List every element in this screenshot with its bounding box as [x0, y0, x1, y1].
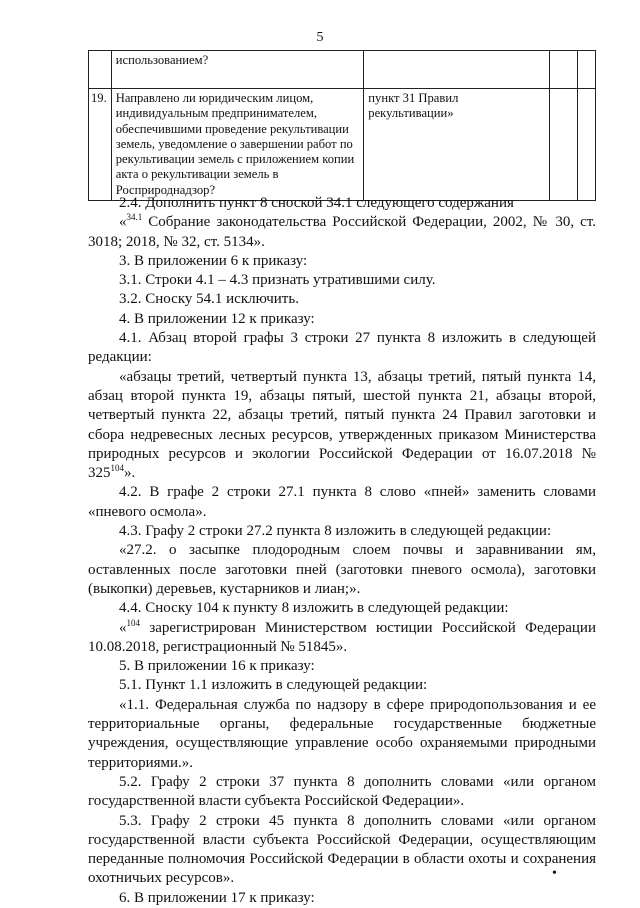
paragraph: 4.3. Графу 2 строки 27.2 пункта 8 изложить в следующей редакции:: [119, 523, 552, 540]
quote-mark: «: [119, 619, 127, 636]
reference-cell: пункт 31 Правил рекультивации»: [364, 89, 549, 201]
empty-cell: [549, 89, 577, 201]
quoted-text: «абзацы третий, четвертый пункта 13, абзацы третий, пятый пункта 14, абзац второй пункта 19, абзацы пятый, шестой пункта 21, абзацы второй, четвертый пункта 22, абзацы третий, пятый пункта 24 Правил заготовки и сбора недревесных лесных ресурсов, утвержденных приказом Министерства природных ресурсов и экологии Российской Федерации от 16.07.2018 № 325: [88, 368, 596, 482]
paragraph: 5.3. Графу 2 строки 45 пункта 8 дополнить словами «или органом государственной власти субъекта Российской Федерации, осуществляющим переданные полномочия Российской Федерации в области охоты и сохранения охотничьих ресурсов».: [88, 812, 596, 887]
paragraph: 4. В приложении 12 к приказу:: [119, 310, 315, 327]
footnote-text: зарегистрирован Министерством юстиции Российской Федерации 10.08.2018, регистрационный № 51845».: [88, 619, 596, 655]
page-number: 5: [316, 30, 324, 45]
paragraph: «27.2. о засыпке плодородным слоем почвы и заравнивании ям, оставленных после заготовки пней (заготовки пневого осмола), заготовки (выкопки) деревьев, кустарников и лиан;».: [88, 542, 596, 597]
footnote-number: 34.1: [126, 212, 143, 223]
question-cell: Направлено ли юридическим лицом, индивидуальным предпринимателем, обеспечившими проведение рекультивации земель, уведомление о завершении работ по рекультивации земель с приложением копии акта о рекультивации земель в Росприроднадзор?: [111, 89, 364, 201]
footnote-text: Собрание законодательства Российской Федерации, 2002, № 30, ст. 3018; 2018, № 32, ст. 5134».: [88, 214, 596, 250]
paragraph: [88, 213, 596, 252]
checklist-table: [88, 50, 596, 201]
row-number-cell: [89, 51, 112, 89]
table-row: [89, 51, 596, 89]
paragraph: «1.1. Федеральная служба по надзору в сфере природопользования и ее территориальные органы, федеральные государственные бюджетные учреждения, осуществляющие управление особо охраняемыми природными территориями.».: [88, 696, 596, 771]
paragraph: 3. В приложении 6 к приказу:: [119, 252, 308, 269]
table-row: [89, 89, 596, 201]
reference-cell: [364, 51, 549, 89]
document-body: [88, 194, 596, 908]
quote-mark: «: [119, 214, 127, 231]
paragraph: 3.2. Сноску 54.1 исключить.: [119, 291, 299, 308]
empty-cell: [577, 89, 595, 201]
quote-end: ».: [124, 465, 136, 482]
footnote-number: 104: [110, 463, 124, 474]
empty-cell: [549, 51, 577, 89]
paragraph: 5.2. Графу 2 строки 37 пункта 8 дополнить словами «или органом государственной власти субъекта Российской Федерации».: [88, 773, 596, 810]
paragraph: 2.4. Дополнить пункт 8 сноской 34.1 следующего содержания: [119, 195, 514, 211]
footnote-number: 104: [126, 617, 140, 628]
paragraph: 4.4. Сноску 104 к пункту 8 изложить в следующей редакции:: [119, 600, 509, 617]
paragraph: 4.2. В графе 2 строки 27.1 пункта 8 слово «пней» заменить словами «пневого осмола».: [88, 484, 596, 520]
paragraph: 6. В приложении 17 к приказу:: [119, 889, 315, 906]
paragraph: [88, 368, 596, 484]
row-number-cell: 19.: [89, 89, 112, 201]
empty-cell: [577, 51, 595, 89]
paragraph: [88, 619, 596, 658]
paragraph: 5.1. Пункт 1.1 изложить в следующей редакции:: [119, 677, 428, 694]
paragraph: 4.1. Абзац второй графы 3 строки 27 пункта 8 изложить в следующей редакции:: [88, 330, 596, 366]
paragraph: 3.1. Строки 4.1 – 4.3 признать утратившими силу.: [119, 272, 436, 289]
paragraph: 5. В приложении 16 к приказу:: [119, 658, 315, 675]
question-cell: использованием?: [111, 51, 364, 89]
stray-mark: •: [552, 866, 557, 881]
